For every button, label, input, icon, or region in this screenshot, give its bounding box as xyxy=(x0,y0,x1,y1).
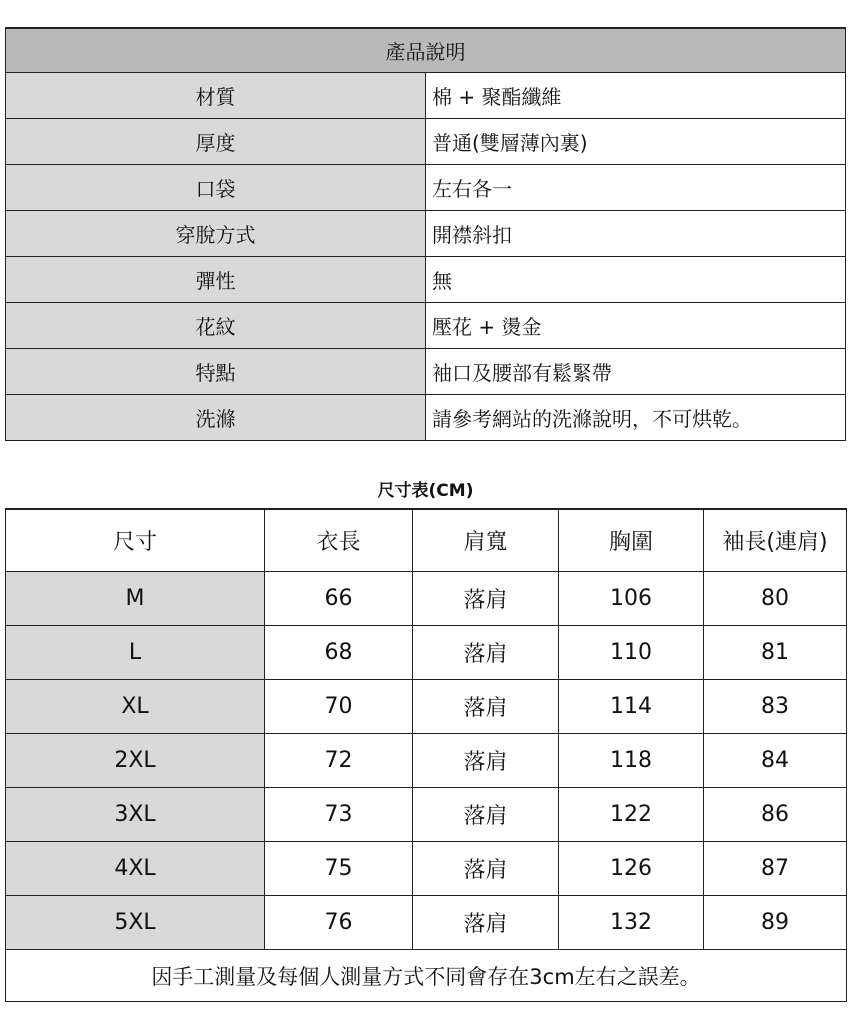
spec-label: 口袋 xyxy=(6,165,426,211)
table-cell: 落肩 xyxy=(413,896,559,950)
table-row xyxy=(6,73,846,119)
table-row xyxy=(6,165,846,211)
spec-label: 材質 xyxy=(6,73,426,119)
table-cell: 126 xyxy=(559,842,704,896)
table-cell: 落肩 xyxy=(413,680,559,734)
size-chart-note-row xyxy=(6,950,847,1002)
table-cell: 80 xyxy=(704,572,847,626)
table-cell: 89 xyxy=(704,896,847,950)
table-row xyxy=(6,303,846,349)
spec-value: 壓花 + 燙金 xyxy=(426,303,846,349)
product-description-title: 產品說明 xyxy=(6,28,846,73)
table-row xyxy=(6,788,847,842)
size-name-cell: XL xyxy=(6,680,265,734)
table-cell: 76 xyxy=(265,896,413,950)
table-cell: 122 xyxy=(559,788,704,842)
table-row xyxy=(6,842,847,896)
size-name-cell: 3XL xyxy=(6,788,265,842)
size-chart-header-row xyxy=(6,509,847,572)
spec-value: 請參考網站的洗滌說明，不可烘乾。 xyxy=(426,395,846,441)
table-row xyxy=(6,896,847,950)
size-chart-title: 尺寸表(CM) xyxy=(377,481,474,501)
table-cell: 68 xyxy=(265,626,413,680)
table-row xyxy=(6,257,846,303)
table-row xyxy=(6,626,847,680)
table-cell: 落肩 xyxy=(413,572,559,626)
table-cell: 84 xyxy=(704,734,847,788)
column-header: 胸圍 xyxy=(559,509,704,572)
size-chart-table xyxy=(5,508,847,1002)
size-name-cell: 2XL xyxy=(6,734,265,788)
size-name-cell: 4XL xyxy=(6,842,265,896)
table-cell: 114 xyxy=(559,680,704,734)
product-description-table xyxy=(5,27,846,441)
column-header: 袖長(連肩) xyxy=(704,509,847,572)
column-header: 尺寸 xyxy=(6,509,265,572)
spec-value: 無 xyxy=(426,257,846,303)
table-cell: 落肩 xyxy=(413,734,559,788)
table-cell: 落肩 xyxy=(413,842,559,896)
spec-value: 左右各一 xyxy=(426,165,846,211)
size-name-cell: L xyxy=(6,626,265,680)
table-cell: 72 xyxy=(265,734,413,788)
table-cell: 落肩 xyxy=(413,626,559,680)
table-row xyxy=(6,680,847,734)
table-cell: 落肩 xyxy=(413,788,559,842)
table-row xyxy=(6,572,847,626)
spec-value: 棉 + 聚酯纖維 xyxy=(426,73,846,119)
spec-label: 穿脫方式 xyxy=(6,211,426,257)
table-cell: 73 xyxy=(265,788,413,842)
spec-label: 厚度 xyxy=(6,119,426,165)
table-cell: 86 xyxy=(704,788,847,842)
spec-value: 袖口及腰部有鬆緊帶 xyxy=(426,349,846,395)
column-header: 衣長 xyxy=(265,509,413,572)
table-row xyxy=(6,349,846,395)
spec-label: 特點 xyxy=(6,349,426,395)
measurement-note: 因手工測量及每個人測量方式不同會存在3cm左右之誤差。 xyxy=(6,950,847,1002)
spec-label: 洗滌 xyxy=(6,395,426,441)
table-cell: 87 xyxy=(704,842,847,896)
table-row xyxy=(6,395,846,441)
table-cell: 132 xyxy=(559,896,704,950)
column-header: 肩寬 xyxy=(413,509,559,572)
spec-label: 彈性 xyxy=(6,257,426,303)
size-name-cell: 5XL xyxy=(6,896,265,950)
spec-value: 開襟斜扣 xyxy=(426,211,846,257)
spec-value: 普通(雙層薄內裏) xyxy=(426,119,846,165)
table-row xyxy=(6,734,847,788)
table-row xyxy=(6,119,846,165)
table-cell: 81 xyxy=(704,626,847,680)
table-cell: 83 xyxy=(704,680,847,734)
table-cell: 75 xyxy=(265,842,413,896)
spec-label: 花紋 xyxy=(6,303,426,349)
size-name-cell: M xyxy=(6,572,265,626)
table-row xyxy=(6,211,846,257)
table-cell: 118 xyxy=(559,734,704,788)
table-cell: 110 xyxy=(559,626,704,680)
table-cell: 70 xyxy=(265,680,413,734)
table-cell: 106 xyxy=(559,572,704,626)
table-cell: 66 xyxy=(265,572,413,626)
